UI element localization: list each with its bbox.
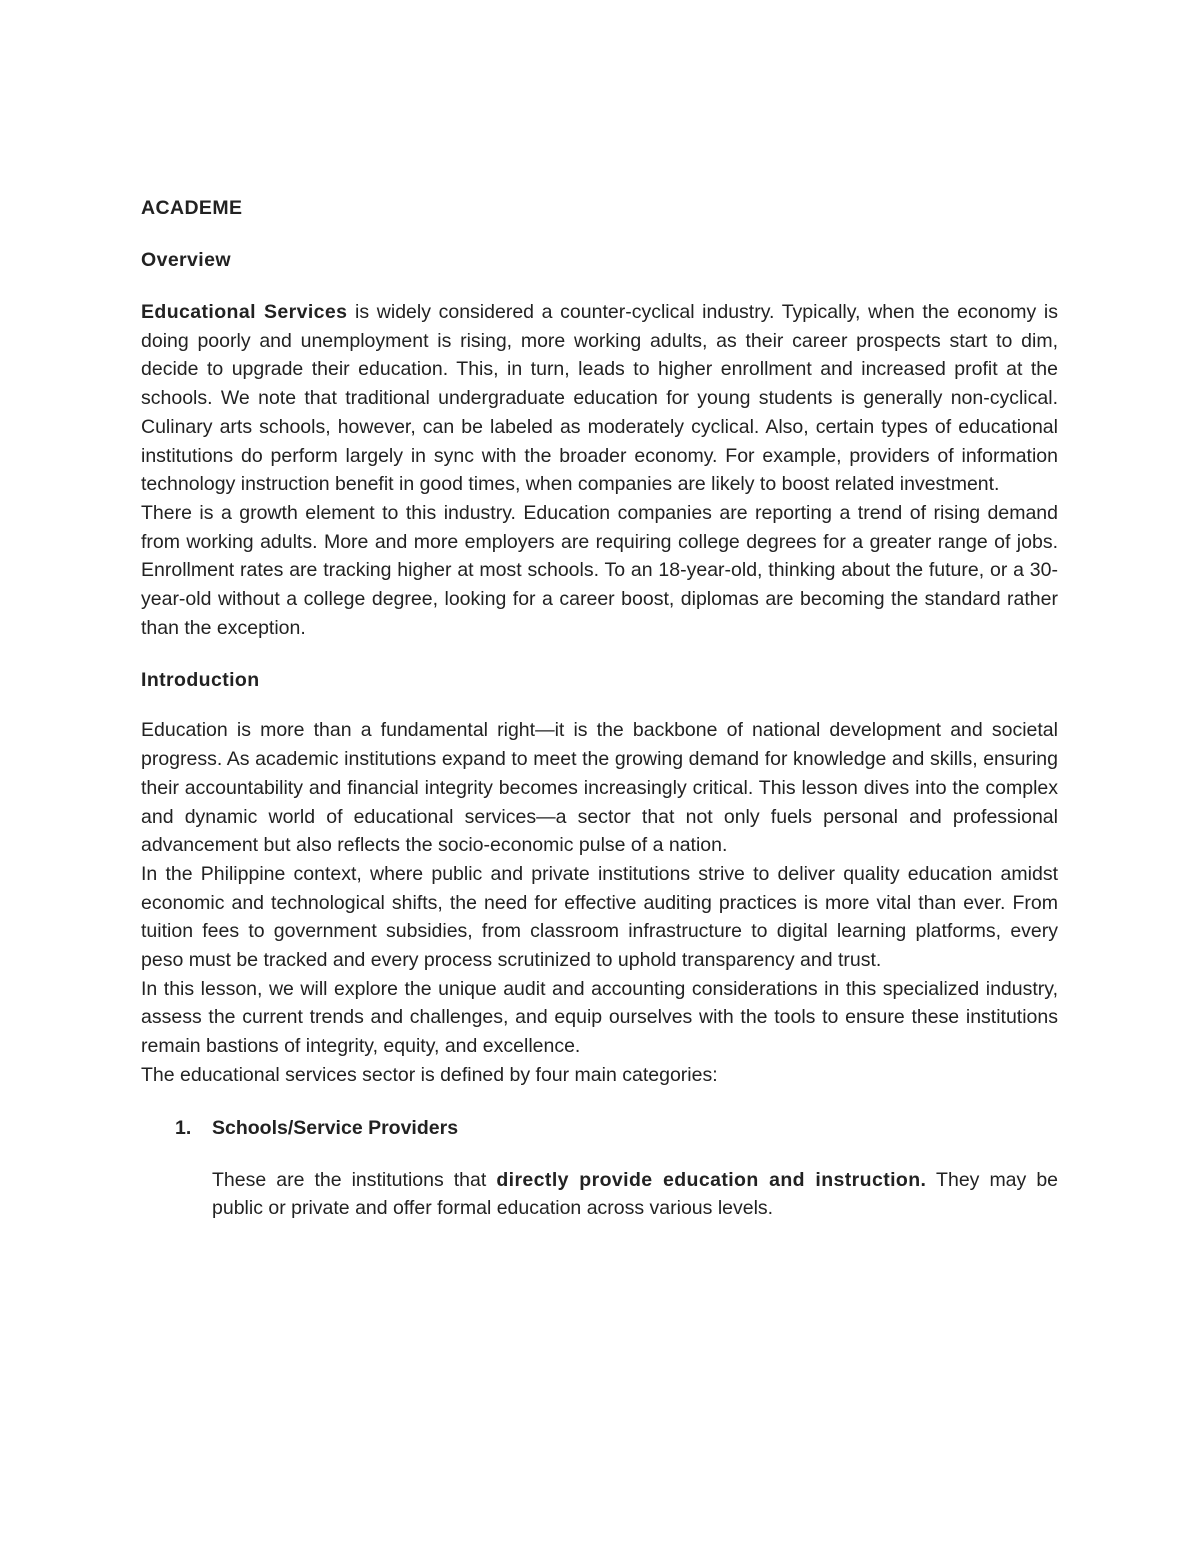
introduction-paragraph-1: Education is more than a fundamental right—it is the backbone of national development and societal progress. As academic institutions expand to meet the growing demand for knowledge and skills, ensuring their accountability and financial integrity becomes increasingly critical. This lesson dives into the complex and dynamic world of educational services—a sector that not only fuels personal and professional advancement but also reflects the socio-economic pulse of a nation. <box>141 719 1058 857</box>
list-item <box>141 1114 1058 1223</box>
document-page <box>141 194 1058 1223</box>
overview-paragraph-1-text: is widely considered a counter-cyclical industry. Typically, when the economy is doing poorly and unemployment is rising, more working adults, as their career prospects start to dim, decide to upgrade their education. This, in turn, leads to higher enrollment and increased profit at the schools. We note that traditional undergraduate education for young students is generally non-cyclical. Culinary arts schools, however, can be labeled as moderately cyclical. Also, certain types of educational institutions do perform largely in sync with the broader economy. For example, providers of information technology instruction benefit in good times, when companies are likely to boost related investment. <box>141 301 1058 496</box>
list-item-body-pre: These are the institutions that <box>212 1168 497 1191</box>
overview-bold-term: Educational Services <box>141 301 348 323</box>
categories-list <box>141 1114 1058 1223</box>
list-item-body <box>212 1166 1058 1223</box>
list-item-body-post: They may be public or private and offer formal education across various levels. <box>212 1168 1059 1220</box>
overview-paragraph-2: There is a growth element to this industry. Education companies are reporting a trend of rising demand from working adults. More and more employers are requiring college degrees for a greater range of jobs. Enrollment rates are tracking higher at most schools. To an 18-year-old, thinking about the future, or a 30-year-old without a college degree, looking for a career boost, diplomas are becoming the standard rather than the exception. <box>141 501 1058 639</box>
document-title: ACADEME <box>141 197 243 219</box>
introduction-paragraph-2: In the Philippine context, where public and private institutions strive to deliver quality education amidst economic and technological shifts, the need for effective auditing practices is more vital than ever. From tuition fees to government subsidies, from classroom infrastructure to digital learning platforms, every peso must be tracked and every process scrutinized to uphold transparency and trust. <box>141 862 1058 972</box>
list-item-body-bold: directly provide education and instruction. <box>496 1168 927 1191</box>
introduction-heading: Introduction <box>141 669 260 692</box>
overview-paragraph-1 <box>141 298 1058 499</box>
list-item-number: 1. <box>175 1116 192 1139</box>
overview-heading: Overview <box>141 249 231 271</box>
introduction-paragraph-4: The educational services sector is defined by four main categories: <box>141 1063 718 1086</box>
list-item-title: Schools/Service Providers <box>212 1116 459 1139</box>
introduction-paragraph-3: In this lesson, we will explore the unique audit and accounting considerations in this specialized industry, assess the current trends and challenges, and equip ourselves with the tools to ensure these institutions remain bastions of integrity, equity, and excellence. <box>141 977 1058 1058</box>
